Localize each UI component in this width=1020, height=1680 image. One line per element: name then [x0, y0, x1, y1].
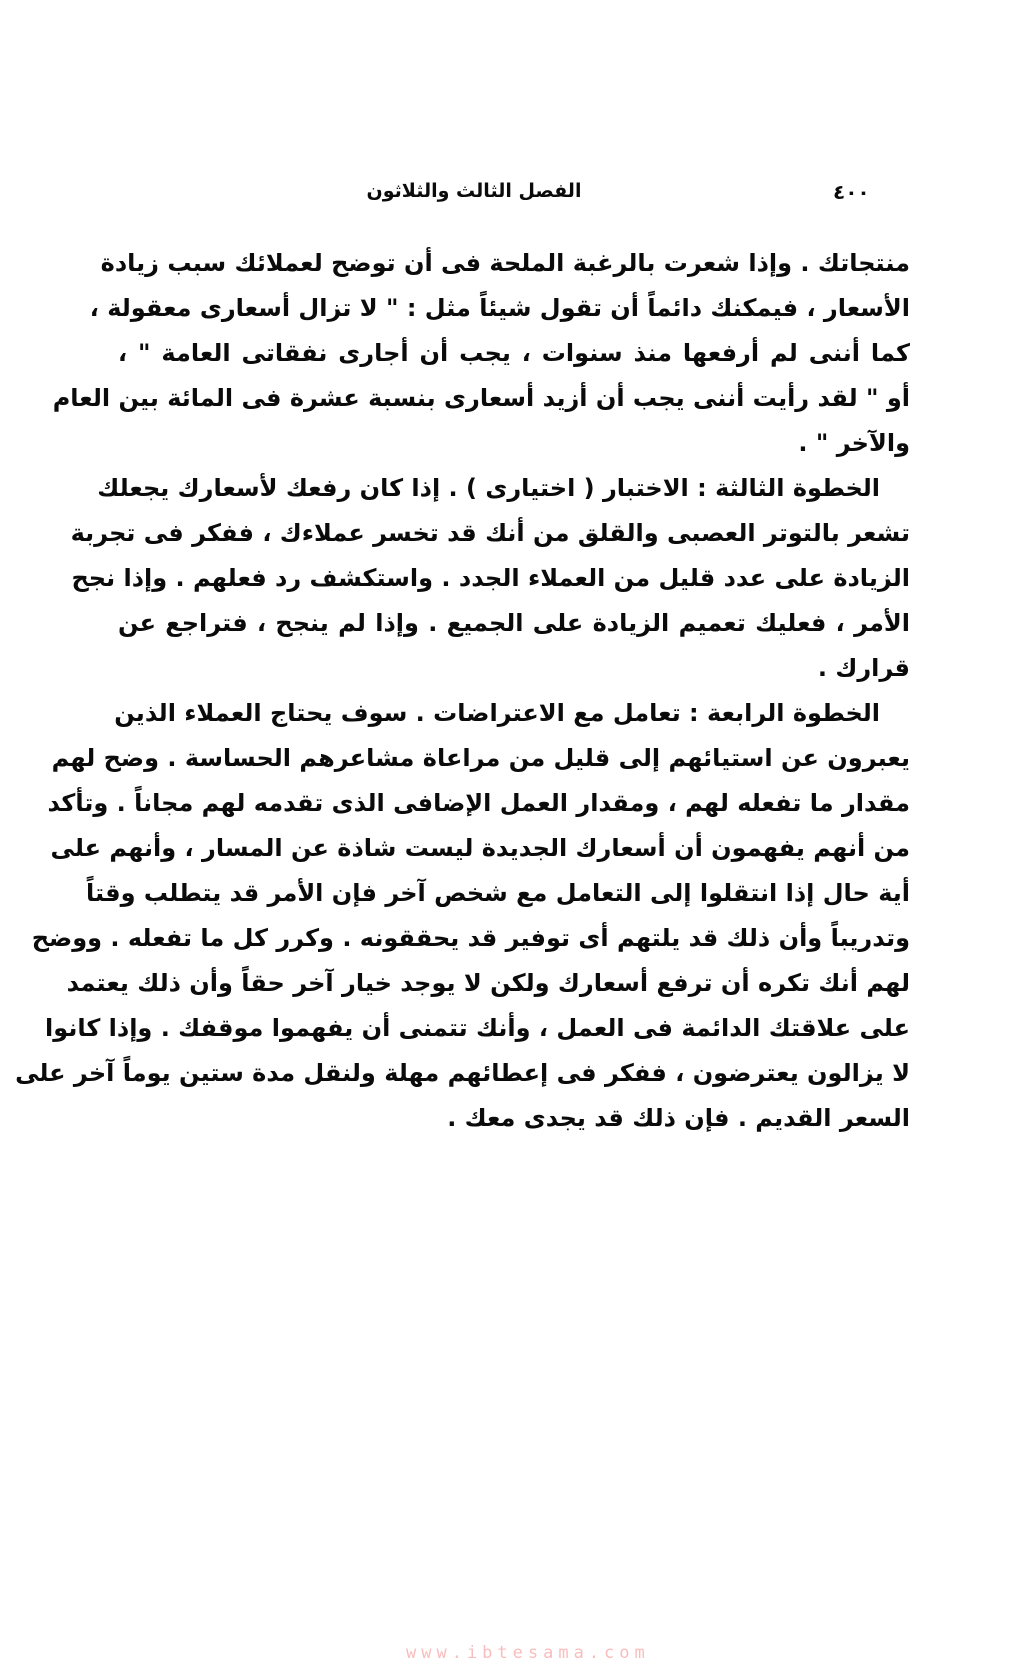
text-line: الخطوة الثالثة : الاختبار ( اختيارى ) . إذا كان رفعك لأسعارك يجعلك: [97, 474, 880, 502]
text-line: على علاقتك الدائمة فى العمل ، وأنك تتمنى أن يفهموا موقفك . وإذا كانوا: [45, 1014, 910, 1042]
text-line: أو " لقد رأيت أننى يجب أن أزيد أسعارى بنسبة عشرة فى المائة بين العام: [52, 384, 910, 412]
text-line: الزيادة على عدد قليل من العملاء الجدد . واستكشف رد فعلهم . وإذا نجح: [71, 564, 910, 592]
text-line: الأمر ، فعليك تعميم الزيادة على الجميع . وإذا لم ينجح ، فتراجع عن: [118, 609, 910, 637]
text-line: أية حال إذا انتقلوا إلى التعامل مع شخص آخر فإن الأمر قد يتطلب وقتاً: [86, 879, 910, 907]
text-line: الخطوة الرابعة : تعامل مع الاعتراضات . سوف يحتاج العملاء الذين: [114, 699, 880, 727]
text-line: منتجاتك . وإذا شعرت بالرغبة الملحة فى أن توضح لعملائك سبب زيادة: [100, 249, 910, 277]
text-line: قرارك .: [817, 654, 910, 682]
watermark-url: www.ibtesama.com: [406, 1643, 650, 1663]
text-line: الأسعار ، فيمكنك دائماً أن تقول شيئاً مثل : " لا تزال أسعارى معقولة ،: [89, 294, 910, 322]
text-line: تشعر بالتوتر العصبى والقلق من أنك قد تخسر عملاءك ، ففكر فى تجربة: [70, 519, 910, 547]
text-line: السعر القديم . فإن ذلك قد يجدى معك .: [447, 1104, 910, 1132]
text-line: وتدريباً وأن ذلك قد يلتهم أى توفير قد يحققونه . وكرر كل ما تفعله . ووضح: [31, 924, 910, 952]
text-line: لا يزالون يعترضون ، ففكر فى إعطائهم مهلة ولنقل مدة ستين يوماً آخر على: [15, 1059, 910, 1087]
page-number: ٤٠٠: [833, 180, 870, 204]
text-line: لهم أنك تكره أن ترفع أسعارك ولكن لا يوجد خيار آخر حقاً وأن ذلك يعتمد: [66, 969, 910, 997]
chapter-title: الفصل الثالث والثلاثون: [366, 180, 582, 202]
text-line: من أنهم يفهمون أن أسعارك الجديدة ليست شاذة عن المسار ، وأنهم على: [50, 834, 910, 862]
text-line: كما أننى لم أرفعها منذ سنوات ، يجب أن أجارى نفقاتى العامة " ،: [118, 339, 910, 367]
text-line: والآخر " .: [798, 429, 910, 457]
body-text-block: [15, 241, 910, 1141]
text-line: يعبرون عن استيائهم إلى قليل من مراعاة مشاعرهم الحساسة . وضح لهم: [51, 744, 910, 772]
text-line: مقدار ما تفعله لهم ، ومقدار العمل الإضافى الذى تقدمه لهم مجاناً . وتأكد: [47, 789, 910, 817]
